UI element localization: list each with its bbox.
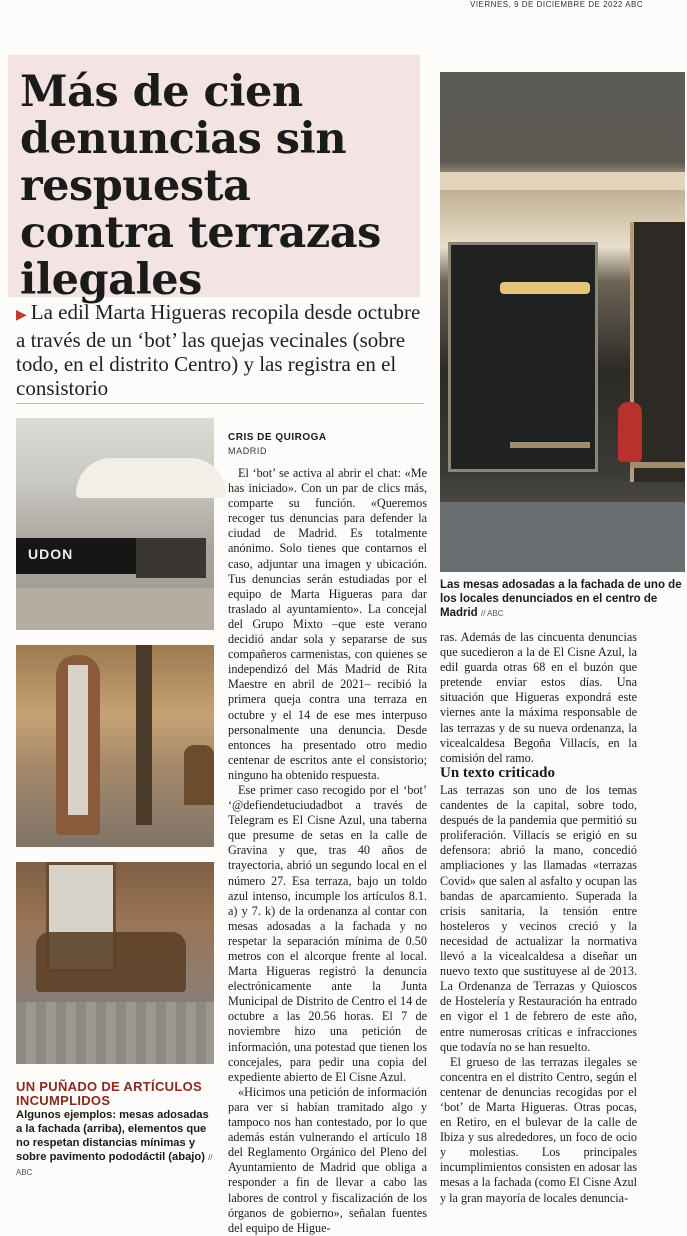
- photo-ground: [440, 502, 685, 572]
- chairs-shape: [136, 538, 206, 578]
- sidebar-caption: [16, 1108, 216, 1180]
- location: MADRID: [228, 446, 268, 456]
- chair-shape: [184, 745, 214, 805]
- body-paragraph: Ese primer caso recogido por el ‘bot’ ‘@defiendetuciudadbot a través de Telegram es El Cisne Azul, una taberna que presume de setas en la calle de Gravina y que, tras 40 años de trayectoria, abrió un segundo local en el número 27. Esa terraza, bajo un toldo azul intenso, incumple los artículos 8.1. a) y 7. k) de la ordenanza al contar con mesas adosadas a la fachada y no respetar la separación mínima de 0.50 metros con el alcorque frente al local. Marta Higueras registró la denuncia electrónicamente ante la Junta Municipal de Distrito de Centro el 14 de octubre a las 20.56 horas. El 7 de noviembre hizo una petición de información, una potestad que tienen los concejales, para pedir una copia del expediente abierto de El Cisne Azul.: [228, 782, 427, 1084]
- subhead: [16, 300, 424, 400]
- headline: Más de cien denuncias sin respuesta contra terrazas ilegales: [20, 67, 381, 305]
- main-photo: [440, 72, 685, 572]
- chairs-shape: [36, 932, 186, 992]
- body-paragraph: ras. Además de las cincuenta denuncias que sucedieron a la de El Cisne Azul, la edil guarda otras 68 en el buzón que pretende enviar estos días. Una situación que Higueras expondrá este viernes ante la máxima responsable de las terrazas y de su nueva ordenanza, la vicealcaldesa Begoña Villacís, en la comisión del ramo.: [440, 630, 637, 765]
- headline-box: [8, 55, 420, 305]
- subhead-rule: [16, 403, 424, 404]
- sidebar-photo-middle: [16, 645, 214, 847]
- floor-shape: [16, 588, 214, 630]
- main-photo-credit: // ABC: [480, 609, 504, 618]
- section-heading: Un texto criticado: [440, 765, 555, 781]
- tactile-paving-shape: [16, 1002, 214, 1064]
- photo-person: [618, 402, 642, 462]
- photo-awning: [440, 172, 685, 190]
- sidebar-photo-top: [16, 418, 214, 630]
- body-paragraph: El grueso de las terrazas ilegales se concentra en el distrito Centro, según el centenar de denuncias recogidas por el ‘bot’ de Marta Higueras. Otras pocas, en Retiro, en el bulevar de la calle de Ibiza y sus alrededores, un foco de ocio y molestias. Los principales incumplimientos consisten en adosar las mesas a la fachada (como El Cisne Azul y la gran mayoría de locales denuncia-: [440, 1054, 637, 1205]
- body-paragraph: Las terrazas son uno de los temas candentes de la capital, sobre todo, después de la pandemia que permitió su proliferación. Villacís se erigió en su defensora: abrió la mano, concedió ampliaciones y las llamadas «terrazas Covid» que salen al asfalto y ocupan las bandas de aparcamiento. Superada la crisis sanitaria, la tensión entre hosteleros y vecinos creció y la necesidad de actualizar la normativa llevó a la vicealcaldesa a diseñar un nuevo texto que sustituyese al de 2013. La Ordenanza de Terrazas y Quioscos de Hostelería y Restauración ha entrado en vigor el 1 de febrero de este año, entre numerosas críticas e infracciones que todavía no se han resuelto.: [440, 783, 637, 1054]
- body-column-2-top: [440, 630, 637, 765]
- main-photo-caption: [440, 578, 685, 621]
- sidebar-title: UN PUÑADO DE ARTÍCULOS INCUMPLIDOS: [16, 1079, 202, 1108]
- sidebar-credit: // ABC: [16, 1153, 213, 1177]
- photo-lamp: [500, 282, 590, 294]
- triangle-bullet-icon: ▶: [16, 308, 27, 323]
- subhead-text: La edil Marta Higueras recopila desde octubre a través de un ‘bot’ las quejas vecinales (sobre todo, en el distrito Centro) y las registra en el consistorio: [16, 300, 421, 400]
- photo-table: [630, 462, 685, 468]
- photo-window: [448, 242, 598, 472]
- body-column-1: [228, 466, 427, 1235]
- umbrella-shape: [76, 458, 226, 498]
- main-photo-caption-text: Las mesas adosadas a la fachada de uno de los locales denunciados en el centro de Madrid: [440, 579, 682, 619]
- udon-sign-text: UDON: [28, 546, 74, 562]
- tree-shape: [136, 645, 152, 825]
- body-paragraph: El ‘bot’ se activa al abrir el chat: «Me has iniciado». Con un par de clics más, comparte su función. «Queremos recoger tus denuncias para defender la ciudad de Madrid. Es totalmente anónimo. Solo tienes que contarnos el caso, adjuntar una imagen y ubicación. Tus denuncias serán estudiadas por el equipo de Marta Higueras para dar traslado al ayuntamiento». La concejal del Grupo Mixto –que este verano decidió andar sola y separarse de sus compañeros carmenistas, con quienes se independizó del Más Madrid de Rita Maestre en abril de 2021– recibió la primera queja contra una terraza en octubre y el 14 de ese mes interpuso personalmente una denuncia. Desde entonces ha presentado otro medio centenar de escritos ante el consistorio; ninguno ha obtenido respuesta.: [228, 466, 427, 782]
- sidebar-caption-text: Algunos ejemplos: mesas adosadas a la fachada (arriba), elementos que no respetan distancias mínimas y sobre pavimento pododáctil (abajo): [16, 1109, 209, 1163]
- udon-sign: [16, 538, 136, 574]
- heater-panel-shape: [68, 665, 88, 815]
- byline: CRIS DE QUIROGA: [228, 432, 327, 443]
- body-paragraph: «Hicimos una petición de información para ver si habían tramitado algo y tampoco nos han contestado, por lo que además están vulnerando el artículo 18 del Reglamento Orgánico del Pleno del Ayuntamiento de Madrid que obliga a responder a fin de llevar a cabo las labores de control y fiscalización de los órganos de gobierno», señalan fuentes del equipo de Higue-: [228, 1084, 427, 1235]
- body-column-2-bottom: [440, 783, 637, 1205]
- dateline: VIERNES, 9 DE DICIEMBRE DE 2022 ABC: [470, 0, 644, 9]
- sidebar-photo-bottom: [16, 862, 214, 1064]
- photo-table: [510, 442, 590, 448]
